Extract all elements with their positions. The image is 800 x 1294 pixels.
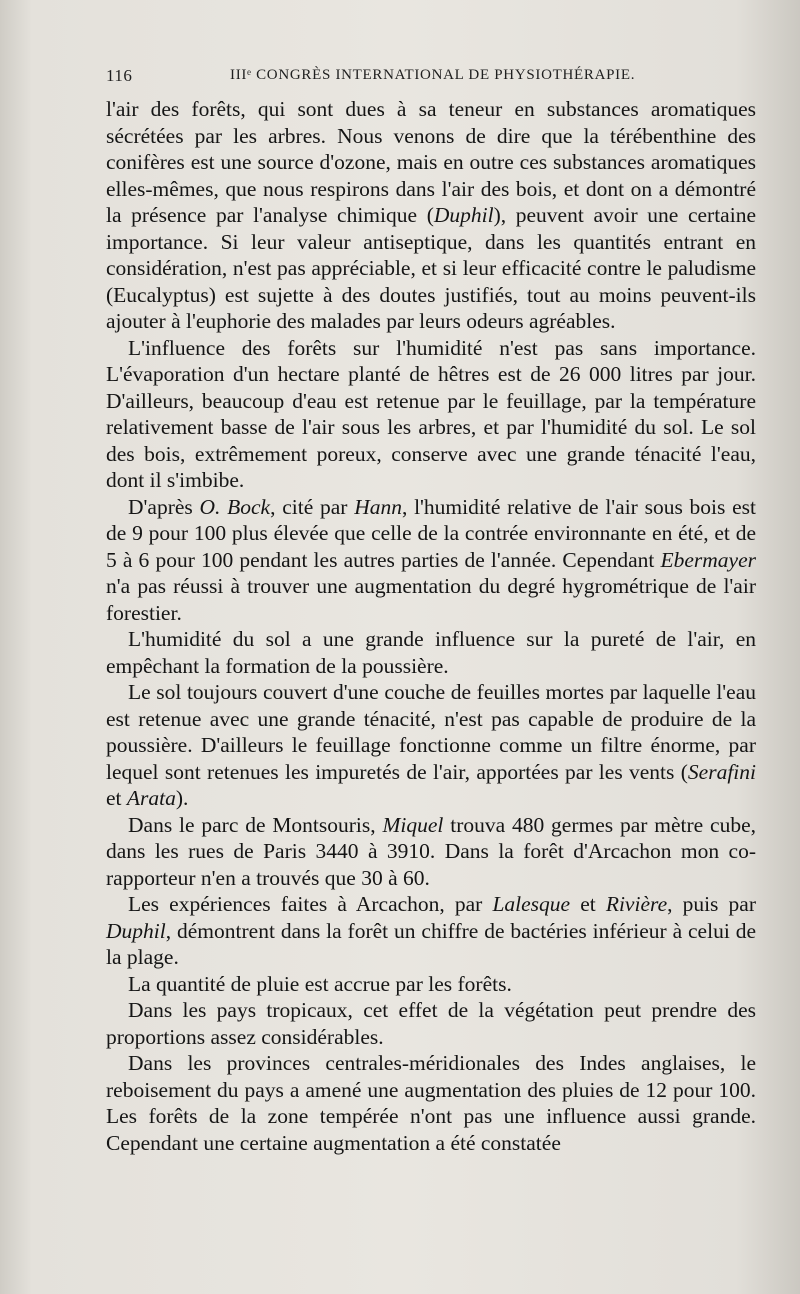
- author-name: Rivière: [605, 892, 668, 916]
- paragraph-5: [106, 679, 756, 812]
- body-text: [106, 96, 756, 1156]
- text-run: Les expériences faites à Arcachon, par: [128, 892, 493, 916]
- text-run: l'air des forêts, qui sont dues à sa teneur en substances aromatiques sécrétées par les arbres. Nous venons de dire que la térébenthine des conifères est une source d'ozone, mais en outre ces substances aromatiques elles-mêmes, que nous respirons dans l'air des bois, et dont on a démontré la présence par l'analyse chimique (: [106, 97, 756, 227]
- text-run: , l'humidité relative de l'air sous bois est de 9 pour 100 plus élevée que celle de la contrée environnante en été, et de 5 à 6 pour 100 pendant les autres parties de l'année. Cependant: [106, 494, 756, 572]
- paragraph-1: [106, 96, 756, 335]
- paragraph-10: [106, 1050, 756, 1156]
- paragraph-3: [106, 494, 756, 627]
- text-run: ), peuvent avoir une certaine importance. Si leur valeur antiseptique, dans les quantités entrant en considération, n'est pas appréciable, et si leur efficacité contre le paludisme (Eucalyptus) est sujette à des doutes justifiés, tout au moins peuvent-ils ajouter à l'euphorie des malades par leurs odeurs agréables.: [106, 203, 756, 333]
- text-run: et: [106, 786, 127, 810]
- text-run: L'influence des forêts sur l'humidité n'est pas sans importance. L'évaporation d'un hectare planté de hêtres est de 26 000 litres par jour. D'ailleurs, beaucoup d'eau est retenue par le feuillage, par la température relativement basse de l'air sous les arbres, et par l'humidité du sol. Le sol des bois, extrêmement poreux, conserve avec une grande ténacité l'eau, dont il s'imbibe.: [106, 335, 756, 492]
- author-name: O. Bock: [199, 494, 271, 519]
- page-header: [106, 66, 756, 90]
- text-run: Dans le parc de Montsouris,: [128, 812, 383, 837]
- text-run: , démontrent dans la forêt un chiffre de bactéries inférieur à celui de la plage.: [106, 918, 756, 969]
- text-run: La quantité de pluie est accrue par les forêts.: [128, 971, 512, 996]
- author-name: Arata: [126, 786, 176, 810]
- text-run: Dans les pays tropicaux, cet effet de la végétation peut prendre des proportions assez considérables.: [106, 998, 756, 1049]
- text-run: et: [570, 892, 606, 916]
- text-run: n'a pas réussi à trouver une augmentation du degré hygrométrique de l'air forestier.: [106, 574, 756, 625]
- paragraph-2: [106, 335, 756, 494]
- paragraph-9: [106, 997, 756, 1050]
- author-name: Hann: [354, 494, 402, 519]
- paragraph-4: [106, 626, 756, 679]
- text-run: , cité par: [270, 494, 355, 519]
- text-run: Dans les provinces centrales-méridionales des Indes anglaises, le reboisement du pays a amené une augmentation des pluies de 12 pour 100. Les forêts de la zone tempérée n'ont pas une influence aussi grande. Cependant une certaine augmentation a été constatée: [106, 1051, 756, 1155]
- author-name: Ebermayer: [660, 547, 756, 572]
- running-title: IIIᵉ CONGRÈS INTERNATIONAL DE PHYSIOTHÉRAPIE.: [230, 67, 636, 83]
- paragraph-8: [106, 971, 756, 998]
- author-name: Miquel: [382, 812, 444, 837]
- text-run: D'après: [128, 494, 200, 519]
- paragraph-6: [106, 812, 756, 892]
- text-run: , puis par: [667, 892, 756, 916]
- text-run: trouva 480 germes par mètre cube, dans les rues de Paris 3440 à 3910. Dans la forêt d'Arcachon mon co-rapporteur n'en a trouvés que 30 à 60.: [106, 812, 756, 890]
- text-run: Le sol toujours couvert d'une couche de feuilles mortes par laquelle l'eau est retenue avec une grande ténacité, n'est pas capable de produire de la poussière. D'ailleurs le feuillage fonctionne comme un filtre énorme, par lequel sont retenues les impuretés de l'air, apportées par les vents (: [106, 680, 756, 784]
- text-run: L'humidité du sol a une grande influence sur la pureté de l'air, en empêchant la formation de la poussière.: [106, 627, 756, 678]
- paragraph-7: [106, 891, 756, 971]
- author-name: Lalesque: [492, 892, 571, 916]
- author-name: Duphil: [433, 203, 494, 227]
- page-number: 116: [106, 66, 133, 85]
- author-name: Duphil: [106, 918, 166, 943]
- author-name: Serafini: [687, 759, 756, 784]
- text-run: ).: [175, 786, 189, 810]
